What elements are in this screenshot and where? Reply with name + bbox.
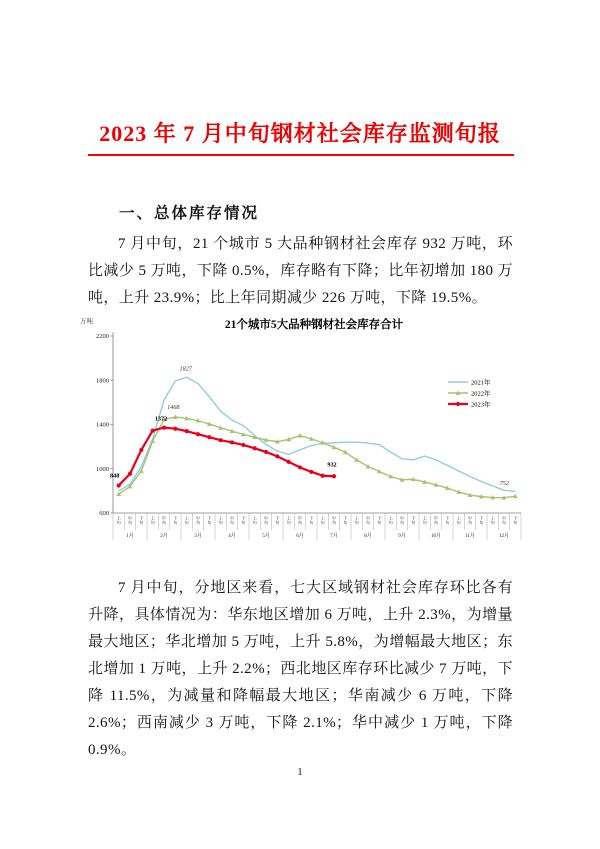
data-label: 1372: [154, 415, 168, 423]
y-tick-label: 1800: [96, 377, 109, 385]
x-month-label: 1月: [126, 534, 134, 539]
x-period-label: 下旬: [207, 515, 212, 526]
series-marker: [287, 460, 291, 464]
x-month-label: 4月: [228, 534, 236, 539]
x-month-label: 9月: [398, 534, 406, 539]
series-marker: [253, 446, 257, 450]
y-tick-label: 2200: [96, 333, 109, 341]
chart-svg: [76, 314, 546, 548]
series-marker: [264, 450, 268, 454]
x-period-label: 中旬: [127, 515, 133, 526]
x-period-label: 上旬: [252, 515, 257, 526]
series-marker: [309, 470, 313, 474]
series-marker: [219, 438, 223, 442]
series-marker: [230, 440, 234, 444]
x-month-label: 11月: [465, 534, 475, 539]
series-marker: [207, 435, 211, 439]
x-month-label: 6月: [296, 534, 304, 539]
series-marker: [139, 448, 143, 452]
series-marker: [185, 429, 189, 433]
x-month-label: 5月: [262, 534, 270, 539]
x-period-label: 下旬: [411, 515, 416, 526]
x-month-label: 10月: [430, 534, 442, 539]
series-marker: [162, 425, 166, 429]
x-period-label: 下旬: [343, 515, 348, 526]
legend-label: 2021年: [471, 379, 491, 387]
x-period-label: 下旬: [377, 515, 382, 526]
x-period-label: 上旬: [388, 515, 393, 526]
paragraph-overall-inventory: 7 月中旬，21 个城市 5 大品种钢材社会库存 932 万吨，环比减少 5 万吨，下降 0.5%，库存略有下降；比年初增加 180 万吨，上升 23.9%；比上年同期减少 226 万吨，下降 19.5%。: [88, 236, 513, 306]
x-period-label: 中旬: [297, 515, 303, 526]
x-period-label: 上旬: [422, 515, 427, 526]
x-period-label: 下旬: [309, 515, 314, 526]
series-marker: [321, 474, 325, 478]
x-month-label: 12月: [498, 534, 510, 539]
x-period-label: 上旬: [320, 515, 325, 526]
x-period-label: 下旬: [275, 515, 280, 526]
x-period-label: 中旬: [433, 515, 439, 526]
data-label: 848: [110, 472, 120, 480]
x-period-label: 中旬: [195, 515, 201, 526]
x-period-label: 下旬: [445, 515, 450, 526]
inventory-line-chart: [76, 314, 546, 548]
x-period-label: 下旬: [139, 515, 144, 526]
x-month-label: 7月: [330, 534, 338, 539]
x-period-label: 上旬: [456, 515, 461, 526]
y-axis-unit-label: 万吨: [80, 318, 93, 325]
x-period-label: 上旬: [116, 515, 121, 526]
data-label: 1468: [167, 403, 180, 411]
series-marker: [117, 483, 121, 487]
x-period-label: 下旬: [241, 515, 246, 526]
chart-title: 21个城市5大品种钢材社会库存合计: [224, 319, 404, 331]
legend-marker: [456, 402, 460, 406]
x-period-label: 中旬: [399, 515, 405, 526]
x-period-label: 上旬: [150, 515, 155, 526]
series-marker: [196, 432, 200, 436]
data-label: 1827: [179, 365, 192, 373]
x-period-label: 中旬: [331, 515, 337, 526]
series-marker: [332, 474, 336, 478]
series-marker: [298, 465, 302, 469]
data-label: 932: [327, 461, 337, 469]
x-period-label: 中旬: [229, 515, 235, 526]
x-period-label: 中旬: [263, 515, 269, 526]
y-tick-label: 1400: [96, 421, 109, 429]
x-month-label: 2月: [160, 534, 168, 539]
x-period-label: 上旬: [184, 515, 189, 526]
x-period-label: 下旬: [479, 515, 484, 526]
series-marker: [173, 427, 177, 431]
title-underline-rule: [88, 154, 514, 156]
x-period-label: 中旬: [467, 515, 473, 526]
series-marker: [241, 443, 245, 447]
paragraph-regional-inventory: 7 月中旬，分地区来看，七大区域钢材社会库存环比各有升降，具体情况为：华东地区增加 6 万吨，上升 2.3%，为增量最大地区；华北增加 5 万吨，上升 5.8%，为增幅最大地区；东北增加 1 万吨，上升 2.2%；西北地区库存环比减少 7 万吨，下降 11.5%，为减量和降幅最大地区；华南减少 6 万吨，下降 2.6%；西南减少 3 万吨，下降 2.1%；华中减少 1 万吨，下降 0.9%。: [88, 580, 513, 758]
data-label: 752: [499, 480, 509, 488]
x-month-label: 3月: [194, 534, 202, 539]
x-period-label: 中旬: [161, 515, 167, 526]
series-marker: [275, 454, 279, 458]
legend-label: 2023年: [471, 401, 491, 409]
x-month-label: 8月: [364, 534, 372, 539]
y-tick-label: 600: [99, 510, 109, 518]
x-period-label: 上旬: [490, 515, 495, 526]
y-tick-label: 1000: [96, 465, 109, 473]
x-period-label: 上旬: [286, 515, 291, 526]
x-period-label: 上旬: [354, 515, 359, 526]
x-period-label: 上旬: [218, 515, 223, 526]
page-number: 1: [297, 766, 303, 778]
x-period-label: 中旬: [501, 515, 507, 526]
report-title: 2023 年 7 月中旬钢材社会库存监测旬报: [99, 120, 501, 146]
x-period-label: 下旬: [173, 515, 178, 526]
series-marker: [298, 433, 303, 437]
series-marker: [128, 472, 132, 476]
x-period-label: 中旬: [365, 515, 371, 526]
legend-label: 2022年: [471, 390, 491, 398]
section-heading: 一、总体库存情况: [119, 204, 260, 222]
x-period-label: 下旬: [513, 515, 518, 526]
series-marker: [151, 428, 155, 432]
